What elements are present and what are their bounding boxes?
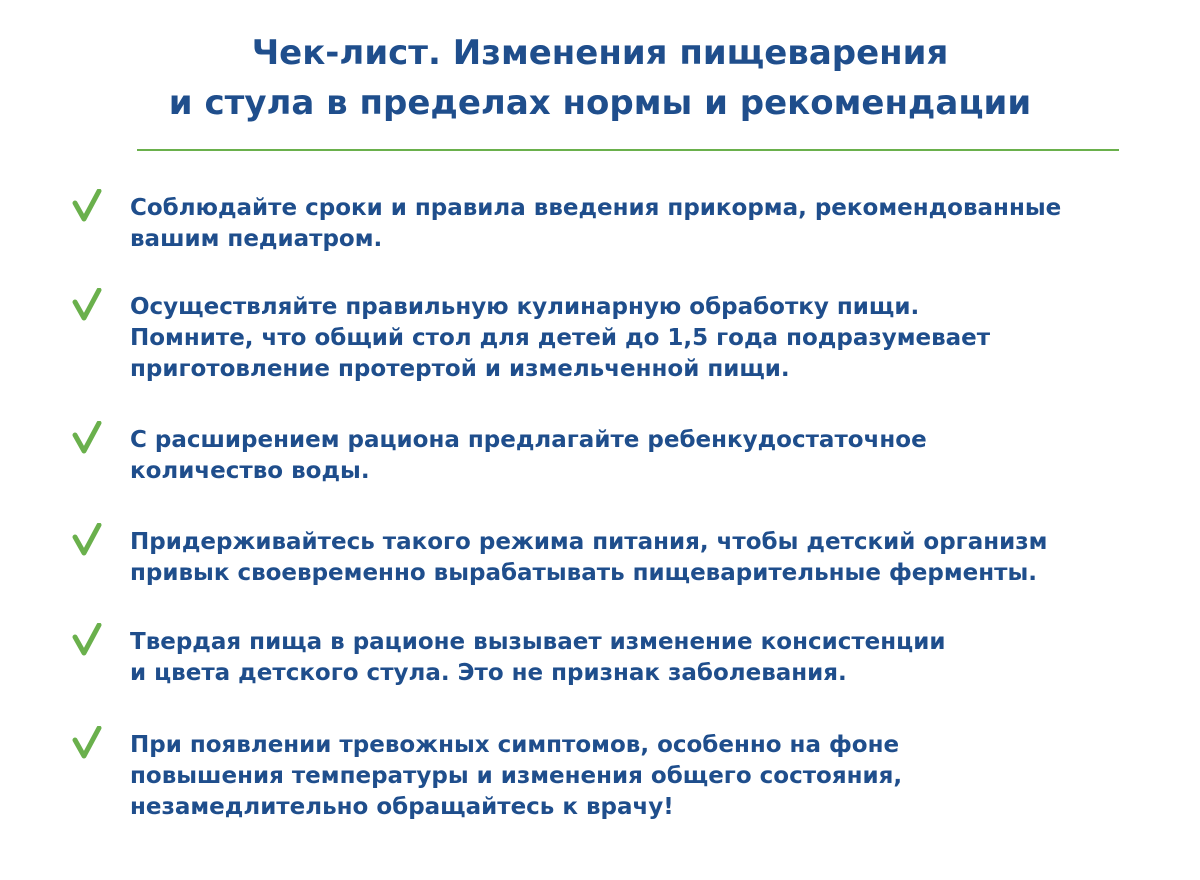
checklist-item-line: Соблюдайте сроки и правила введения прикорма, рекомендованные <box>130 195 1062 221</box>
checkmark-icon <box>72 421 102 455</box>
checklist-item-line: повышения температуры и изменения общего состояния, <box>130 763 903 789</box>
page-title-line-1: Чек-лист. Изменения пищеварения <box>251 33 949 73</box>
checklist-item-line: незамедлительно обращайтесь к врачу! <box>130 794 674 820</box>
checklist-item-line: При появлении тревожных симптомов, особенно на фоне <box>130 732 900 758</box>
checkmark-icon <box>72 288 102 322</box>
checklist-item-line: Придерживайтесь такого режима питания, чтобы детский организм <box>130 529 1048 555</box>
checklist-item-line: Помните, что общий стол для детей до 1,5 года подразумевает <box>130 325 991 351</box>
checklist-item-text <box>130 193 1190 255</box>
checklist-item-line: количество воды. <box>130 458 370 484</box>
checklist-item-line: и цвета детского стула. Это не признак заболевания. <box>130 660 847 686</box>
checkmark-icon <box>72 523 102 557</box>
checklist-item-line: Осуществляйте правильную кулинарную обработку пищи. <box>130 294 920 320</box>
checklist-item-line: С расширением рациона предлагайте ребенкудостаточное <box>130 427 927 453</box>
checkmark-icon <box>72 189 102 223</box>
checklist-item-line: вашим педиатром. <box>130 226 383 252</box>
checkmark-icon <box>72 623 102 657</box>
checklist-item-line: привык своевременно вырабатывать пищеварительные ферменты. <box>130 560 1037 586</box>
checklist-item-line: приготовление протертой и измельченной пищи. <box>130 356 790 382</box>
page-title-line-2: и стула в пределах нормы и рекомендации <box>168 83 1032 123</box>
checklist-item-text <box>130 425 1190 487</box>
checklist-item-line: Твердая пища в рационе вызывает изменение консистенции <box>130 629 946 655</box>
checkmark-icon <box>72 726 102 760</box>
checklist-item-text <box>130 730 1190 823</box>
checklist-item-text <box>130 627 1190 689</box>
checklist-item-text <box>130 527 1190 589</box>
checklist-item-text <box>130 292 1190 385</box>
